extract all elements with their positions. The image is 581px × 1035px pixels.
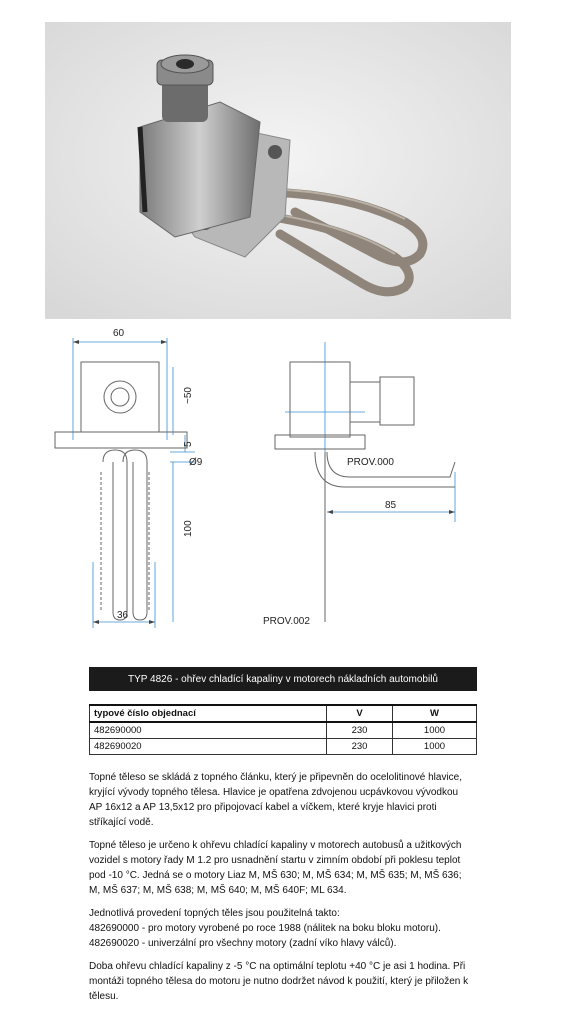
cell-order-number: 482690020 [90,739,327,755]
table-row [90,722,477,739]
text-line: pod -10 °C. Jedná se o motory Liaz M, MŠ 630; M, MŠ 634; M, MŠ 635; M, MŠ 636; [89,870,462,881]
paragraph-heating-time [89,959,481,1004]
text-line: stříkající vodě. [89,817,154,828]
text-line: kryjící vývody topného tělesa. Hlavice je opatřena zdvojenou ucpávkovou vývodkou [89,787,459,798]
dim-width-36: 36 [117,610,129,621]
cell-voltage: 230 [327,739,393,755]
cell-power: 1000 [393,739,477,755]
dim-height-50: ~50 [183,387,194,404]
text-line: Topné těleso se skládá z topného článku, který je připevněn do ocelolitinové hlavice, [89,772,463,783]
text-line: Topné těleso je určeno k ohřevu chladící kapaliny v motorech autobusů a užitkových [89,840,462,851]
dim-diameter-9: Ø9 [189,457,203,468]
label-prov-000: PROV.000 [347,457,394,468]
paragraph-construction [89,770,481,830]
text-line: tělesu. [89,991,119,1002]
cell-voltage: 230 [327,722,393,739]
cell-order-number: 482690000 [90,722,327,739]
text-line: montáži topného tělesa do motoru je nutno dodržet návod k použití, který je přiložen k [89,976,469,987]
text-line: vozidel s motory řady M 1.2 pro usnadnění startu v zimním období při poklesu teplot [89,855,461,866]
text-line: Jednotlivá provedení topných těles jsou použitelná takto: [89,908,340,919]
col-power: W [393,705,477,722]
text-line: AP 16x12 a AP 13,5x12 pro připojovací kabel a víčkem, které kryje hlavici proti [89,802,437,813]
text-line: 482690000 - pro motory vyrobené po roce 1988 (nálitek na boku bloku motoru). [89,923,441,934]
product-type-header: TYP 4826 - ohřev chladící kapaliny v motorech nákladních automobilů [89,667,477,691]
label-prov-002: PROV.002 [263,616,310,627]
text-line: 482690020 - univerzální pro všechny motory (zadní víko hlavy válců). [89,938,397,949]
table-row [90,739,477,755]
product-photo [45,22,511,319]
order-table [89,704,477,755]
text-line: M, MŠ 637; M, MŠ 638; M, MŠ 640; M, MŠ 640F; ML 634. [89,885,347,896]
dim-length-85: 85 [385,500,397,511]
paragraph-usage [89,838,481,898]
technical-drawing [45,322,511,640]
col-voltage: V [327,705,393,722]
description [89,770,481,1012]
text-line: Doba ohřevu chladící kapaliny z -5 °C na optimální teplotu +40 °C je asi 1 hodina. Při [89,961,466,972]
paragraph-variants [89,906,481,951]
cell-power: 1000 [393,722,477,739]
dim-flange-5: 5 [183,441,194,447]
dim-width-60: 60 [113,328,125,339]
col-order-number: typové číslo objednací [90,705,327,722]
dim-length-100: 100 [183,520,194,537]
table-header-row [90,705,477,722]
